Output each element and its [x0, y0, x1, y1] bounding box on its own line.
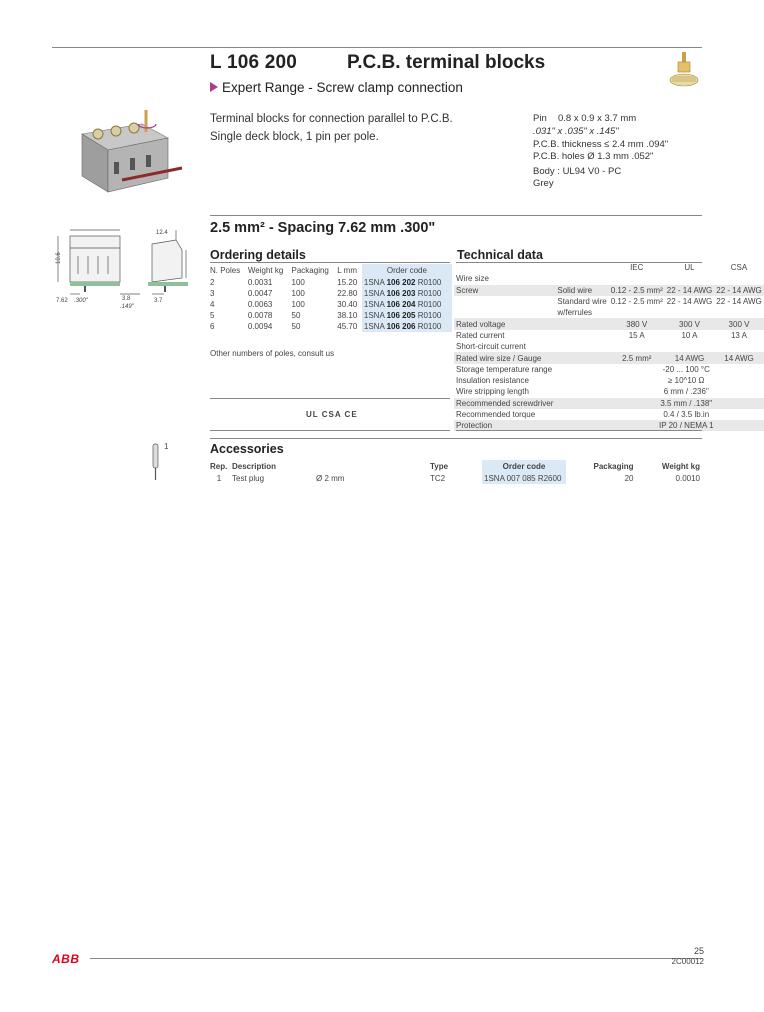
- table-row: [208, 299, 452, 310]
- dim-pin: 3.7: [154, 298, 163, 304]
- cell-packaging: 50: [291, 311, 301, 320]
- table-row: [454, 352, 764, 363]
- tech-cell-iec: 0.4 / 3.5 lb.in: [663, 410, 710, 419]
- tech-cell-iec: [609, 341, 665, 352]
- acc-col-type: Type: [430, 461, 449, 471]
- tech-cell-iec: ≥ 10^10 Ω: [668, 376, 705, 386]
- tech-cell-label: Protection: [454, 420, 555, 431]
- code-main: 106 205: [386, 311, 416, 320]
- dimension-drawing: [44, 222, 202, 314]
- code-main: 106 202: [386, 278, 416, 287]
- table-row: [208, 288, 452, 299]
- tech-col-a: [454, 262, 555, 273]
- col-poles: N. Poles: [210, 266, 241, 275]
- tech-cell-ul: 10 A: [681, 330, 698, 340]
- cell-poles: 4: [210, 300, 215, 309]
- tech-cell-iec: 3.5 mm / .138": [609, 398, 764, 409]
- spec-pin-label: Pin: [533, 113, 547, 124]
- col-order-code: Order code: [362, 264, 452, 277]
- tech-cell-label: Recommended screwdriver: [456, 398, 554, 408]
- table-row: [454, 375, 764, 386]
- tech-cell-sub: [555, 318, 608, 329]
- section-rule: [210, 215, 702, 216]
- tech-cell-iec: 380 V: [609, 318, 665, 329]
- description-line-1: Terminal blocks for connection parallel to P.C.B.: [210, 113, 453, 125]
- table-row: [454, 398, 764, 409]
- abb-logo: ABB: [52, 952, 80, 966]
- code-suffix: R0100: [415, 322, 442, 331]
- cell-packaging: 100: [291, 300, 305, 309]
- spec-pin-in: [533, 126, 619, 139]
- tech-cell-sub: [555, 330, 608, 341]
- ordering-note: Other numbers of poles, consult us: [210, 349, 335, 358]
- code-main: 106 204: [386, 300, 416, 309]
- ordering-header-row: [208, 264, 452, 277]
- doc-number: 2C00012: [671, 957, 704, 966]
- top-rule: [52, 47, 702, 48]
- tech-col-iec: IEC: [630, 263, 644, 273]
- technical-title: Technical data: [457, 248, 543, 262]
- product-title: P.C.B. terminal blocks: [347, 52, 546, 73]
- tech-cell-label: Wire stripping length: [456, 387, 529, 397]
- col-length: L mm: [337, 266, 357, 275]
- table-row: [454, 330, 764, 341]
- tech-cell-label: [454, 307, 555, 318]
- table-row: [454, 273, 764, 284]
- tech-cell-sub: w/ferrules: [557, 308, 593, 318]
- cell-length: 15.20: [337, 278, 358, 287]
- tech-cell-iec: 0.12 - 2.5 mm²: [610, 285, 663, 295]
- dim-bottom-in: .149": [120, 304, 134, 310]
- acc-cell-dim: Ø 2 mm: [316, 473, 345, 483]
- tech-cell-ul: 300 V: [665, 318, 715, 329]
- code-prefix: 1SNA: [363, 300, 387, 309]
- tech-cell-ul: 22 - 14 AWG: [666, 297, 713, 307]
- table-row: [454, 386, 764, 397]
- tech-cell-ul: 14 AWG: [665, 352, 715, 363]
- tech-cell-sub: Solid wire: [555, 285, 608, 296]
- tech-cell-iec: -20 ... 100 °C: [662, 364, 710, 374]
- technical-table: [454, 262, 764, 431]
- accessories-title: Accessories: [210, 442, 284, 456]
- ordering-rule: [210, 262, 450, 263]
- tech-cell-sub: [555, 352, 608, 363]
- acc-cell-weight: 0.0010: [675, 473, 700, 483]
- tech-cell-sub: [555, 341, 608, 352]
- cell-packaging: 50: [291, 322, 301, 331]
- cell-weight: 0.0047: [247, 289, 273, 298]
- acc-col-pack: Packaging: [593, 461, 634, 471]
- cell-length: 30.40: [337, 300, 358, 309]
- tech-cell-ul: [665, 273, 715, 284]
- acc-cell-rep: 1: [216, 473, 222, 483]
- cell-poles: 2: [210, 278, 215, 287]
- table-row: [454, 285, 764, 296]
- screwdriver-icon: [664, 50, 704, 92]
- acc-col-weight: Weight kg: [661, 461, 700, 471]
- code-suffix: R0100: [415, 300, 442, 309]
- acc-cell-desc: Test plug: [232, 473, 265, 483]
- tech-cell-csa: [714, 273, 764, 284]
- accessories-rule: [210, 438, 702, 439]
- col-weight: Weight kg: [247, 266, 284, 275]
- cell-weight: 0.0031: [247, 278, 273, 287]
- tech-cell-iec: [609, 307, 665, 318]
- cell-length: 45.70: [337, 322, 358, 331]
- tech-cell-label: Short-circuit current: [456, 342, 526, 352]
- cell-weight: 0.0078: [247, 311, 273, 320]
- product-code: L 106 200: [210, 52, 298, 73]
- tech-cell-iec: 6 mm / .236": [663, 387, 709, 397]
- tech-cell-label: Wire size: [456, 274, 489, 284]
- cell-order-code: [362, 321, 452, 332]
- dim-h: 10.6: [56, 252, 62, 264]
- tech-cell-csa: 13 A: [730, 330, 747, 340]
- code-prefix: 1SNA: [363, 322, 387, 331]
- dim-top: 12.4: [156, 230, 168, 236]
- tech-cell-sub: [555, 273, 608, 284]
- cell-poles: 5: [210, 311, 215, 320]
- tech-cell-iec: 2.5 mm²: [609, 352, 665, 363]
- accessories-header-row: [208, 460, 702, 472]
- table-row: [208, 321, 452, 332]
- technical-rule-bottom: [456, 430, 702, 431]
- subtitle-text: Expert Range - Screw clamp connection: [222, 80, 463, 95]
- cell-length: 38.10: [337, 311, 358, 320]
- spec-color: Grey: [533, 178, 554, 189]
- cell-order-code: [362, 288, 452, 299]
- tech-cell-sub: [555, 409, 608, 420]
- ordering-table: [208, 264, 452, 332]
- tech-cell-csa: 300 V: [714, 318, 764, 329]
- dim-bottom: 3.8: [122, 296, 131, 302]
- cell-packaging: 100: [291, 278, 305, 287]
- code-main: 106 203: [386, 289, 416, 298]
- tech-cell-sub: Standard wire: [557, 297, 607, 307]
- spec-pin: [533, 113, 637, 126]
- table-row: [208, 472, 702, 484]
- tech-cell-label: Rated current: [456, 330, 505, 340]
- table-row: [208, 277, 452, 288]
- code-prefix: 1SNA: [363, 289, 387, 298]
- tech-col-csa: CSA: [730, 263, 748, 273]
- tech-cell-label: Screw: [454, 285, 555, 296]
- code-prefix: 1SNA: [363, 311, 387, 320]
- acc-cell-code: 1SNA 007 085 R2600: [482, 472, 566, 484]
- tech-cell-iec: IP 20 / NEMA 1: [609, 420, 764, 431]
- tech-cell-label: Storage temperature range: [456, 364, 553, 374]
- table-row: [454, 341, 764, 352]
- acc-col-code: Order code: [482, 460, 566, 472]
- tech-cell-csa: [714, 341, 764, 352]
- tech-cell-ul: [665, 307, 715, 318]
- cell-order-code: [362, 277, 452, 288]
- code-prefix: 1SNA: [363, 278, 387, 287]
- section-title: 2.5 mm² - Spacing 7.62 mm .300": [210, 220, 436, 236]
- tech-cell-label: Rated voltage: [454, 318, 555, 329]
- cert-rule-top: [210, 398, 450, 399]
- col-packaging: Packaging: [291, 266, 329, 275]
- code-suffix: R0100: [415, 289, 442, 298]
- tech-cell-sub: [555, 375, 608, 386]
- tech-cell-iec: 0.12 - 2.5 mm²: [610, 297, 663, 307]
- table-row: [454, 296, 764, 307]
- spec-pcb-holes: P.C.B. holes Ø 1.3 mm .052": [533, 151, 654, 162]
- tech-cell-label: Recommended torque: [456, 410, 536, 419]
- spec-pin-in-text: .031" x .035" x .145": [533, 126, 619, 137]
- cell-packaging: 100: [291, 289, 305, 298]
- tech-cell-iec: [609, 273, 665, 284]
- code-suffix: R0100: [415, 311, 442, 320]
- table-row: [454, 318, 764, 329]
- acc-col-dim: [314, 460, 428, 472]
- accessories-table: [208, 460, 702, 484]
- acc-cell-pack: 20: [624, 473, 634, 483]
- table-row: [454, 307, 764, 318]
- cell-weight: 0.0094: [247, 322, 273, 331]
- tech-cell-label: Rated wire size / Gauge: [454, 352, 555, 363]
- tech-cell-sub: [555, 364, 608, 375]
- acc-col-rep: Rep.: [210, 461, 228, 471]
- tech-cell-iec: 15 A: [628, 330, 645, 340]
- cell-order-code: [362, 299, 452, 310]
- tech-cell-sub: [555, 386, 608, 397]
- page-number: 25: [693, 946, 704, 956]
- certification-logos: UL CSA CE: [306, 410, 358, 419]
- tech-cell-csa: 22 - 14 AWG: [716, 285, 762, 295]
- triangle-bullet-icon: [210, 82, 218, 92]
- spec-body: Body : UL94 V0 - PC: [533, 166, 622, 177]
- table-row: [454, 409, 764, 420]
- tech-cell-csa: 22 - 14 AWG: [716, 297, 762, 307]
- tech-cell-ul: [665, 341, 715, 352]
- cell-length: 22.80: [337, 289, 358, 298]
- tech-cell-csa: 14 AWG: [714, 352, 764, 363]
- spec-pin-mm: 0.8 x 0.9 x 3.7 mm: [558, 113, 637, 124]
- table-row: [454, 364, 764, 375]
- tech-col-ul: UL: [684, 263, 695, 273]
- acc-col-desc: Description: [232, 461, 277, 471]
- code-suffix: R0100: [415, 278, 442, 287]
- cell-poles: 3: [210, 289, 215, 298]
- footer-rule: [90, 958, 702, 959]
- cert-rule-bottom: [210, 430, 450, 431]
- tech-cell-label: [454, 296, 555, 307]
- accessory-callout: 1: [164, 442, 169, 451]
- table-row: [208, 310, 452, 321]
- technical-header-row: [454, 262, 764, 273]
- product-subtitle: [210, 80, 463, 95]
- dim-w: 7.62: [56, 298, 68, 304]
- cell-weight: 0.0063: [247, 300, 273, 309]
- tech-cell-sub: [555, 398, 608, 409]
- cell-order-code: [362, 310, 452, 321]
- tech-cell-label: Insulation resistance: [456, 376, 529, 386]
- acc-cell-type: TC2: [430, 473, 446, 483]
- ordering-title: Ordering details: [210, 248, 306, 262]
- tech-col-b: [555, 262, 608, 273]
- spec-pcb-thickness: P.C.B. thickness ≤ 2.4 mm .094": [533, 139, 669, 150]
- cell-poles: 6: [210, 322, 215, 331]
- description-line-2: Single deck block, 1 pin per pole.: [210, 131, 379, 143]
- tech-cell-csa: [714, 307, 764, 318]
- tech-cell-ul: 22 - 14 AWG: [666, 285, 713, 295]
- terminal-block-photo: [74, 110, 184, 205]
- code-main: 106 206: [386, 322, 416, 331]
- dim-w-in: .300": [74, 298, 88, 304]
